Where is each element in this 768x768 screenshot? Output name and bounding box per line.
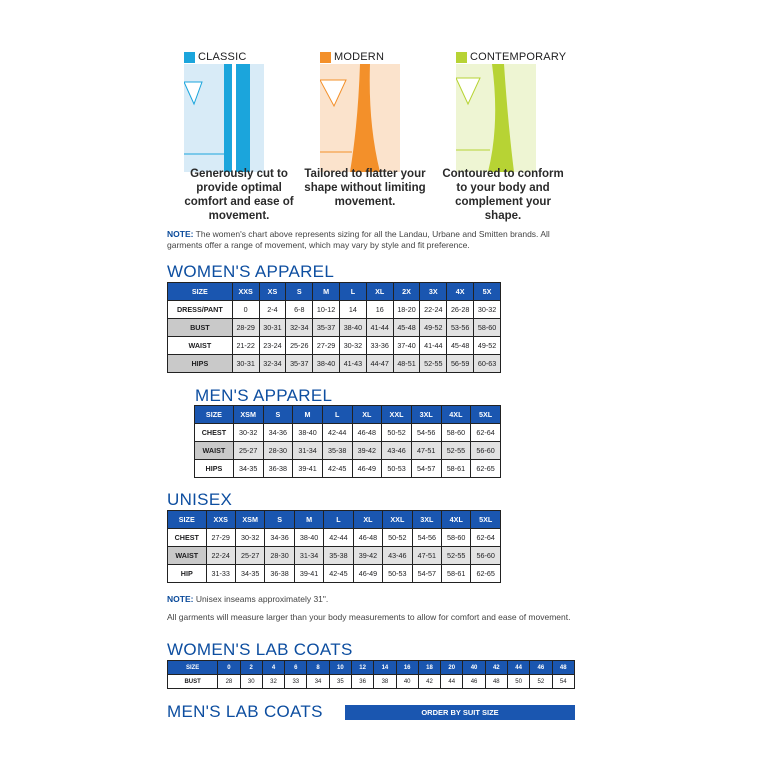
table-cell: 35-37: [286, 355, 313, 373]
table-cell: 54-57: [412, 565, 441, 583]
table-cell: 26-28: [447, 301, 474, 319]
column-header: XSM: [233, 406, 263, 424]
unisex-table: [167, 510, 501, 583]
column-header-size: SIZE: [168, 661, 218, 675]
column-header-size: SIZE: [195, 406, 234, 424]
fit-label: CLASSIC: [198, 51, 247, 63]
table-cell: 39-42: [352, 442, 382, 460]
table-cell: 35-37: [313, 319, 340, 337]
table-cell: 31-34: [293, 442, 323, 460]
table-row: [168, 565, 501, 583]
table-cell: 41-43: [339, 355, 366, 373]
table-cell: 43-46: [383, 547, 412, 565]
table-cell: 28-30: [265, 547, 294, 565]
table-cell: 34-36: [265, 529, 294, 547]
table-cell: 62-64: [471, 529, 501, 547]
table-cell: 46-48: [352, 424, 382, 442]
column-header: 44: [507, 661, 529, 675]
table-cell: 37-40: [393, 337, 420, 355]
column-header: 6: [285, 661, 307, 675]
table-cell: 38-40: [294, 529, 323, 547]
table-cell: 32-34: [286, 319, 313, 337]
row-header: HIPS: [168, 355, 233, 373]
column-header: 4XL: [442, 511, 471, 529]
modern-scrub-illustration: [320, 64, 400, 172]
column-header: 14: [374, 661, 396, 675]
column-header: XL: [366, 283, 393, 301]
table-cell: 28: [218, 675, 240, 689]
table-cell: 30-31: [232, 355, 259, 373]
table-row: [168, 529, 501, 547]
table-header-row: [195, 406, 501, 424]
note-text: Unisex inseams approximately 31".: [193, 594, 329, 604]
table-cell: 50-53: [383, 565, 412, 583]
table-row: [168, 675, 575, 689]
table-cell: 49-52: [420, 319, 447, 337]
column-header: 5X: [474, 283, 501, 301]
table-row: [168, 319, 501, 337]
table-cell: 32-34: [259, 355, 286, 373]
table-cell: 32: [262, 675, 284, 689]
fit-modern: [304, 50, 450, 208]
table-cell: 58-61: [442, 565, 471, 583]
table-row: [168, 337, 501, 355]
table-cell: 56-60: [471, 442, 501, 460]
table-cell: 62-65: [471, 565, 501, 583]
column-header: S: [265, 511, 294, 529]
table-cell: 42-44: [322, 424, 352, 442]
table-cell: 49-52: [474, 337, 501, 355]
table-cell: 48: [485, 675, 507, 689]
column-header: 4X: [447, 283, 474, 301]
table-cell: 54-57: [411, 460, 441, 478]
table-cell: 44: [441, 675, 463, 689]
table-cell: 34-36: [263, 424, 293, 442]
classic-scrub-illustration: [184, 64, 264, 172]
table-cell: 47-51: [411, 442, 441, 460]
table-cell: 41-44: [366, 319, 393, 337]
row-header: WAIST: [168, 547, 207, 565]
table-cell: 41-44: [420, 337, 447, 355]
table-cell: 45-48: [393, 319, 420, 337]
table-cell: 42-45: [324, 565, 353, 583]
column-header: L: [339, 283, 366, 301]
column-header: XSM: [235, 511, 264, 529]
womens-lab-coats-title: WOMEN'S LAB COATS: [167, 640, 353, 659]
table-cell: 35-38: [324, 547, 353, 565]
column-header: 3XL: [411, 406, 441, 424]
table-cell: 30: [240, 675, 262, 689]
column-header: L: [324, 511, 353, 529]
fit-description: Tailored to flatter your shape without limiting movement.: [304, 168, 426, 208]
table-row: [195, 460, 501, 478]
classic-swatch: [184, 52, 195, 63]
column-header: XL: [352, 406, 382, 424]
fit-label: CONTEMPORARY: [470, 51, 567, 63]
table-cell: 14: [339, 301, 366, 319]
column-header: M: [294, 511, 323, 529]
table-cell: 58-60: [442, 529, 471, 547]
table-cell: 46-49: [352, 460, 382, 478]
column-header: 2X: [393, 283, 420, 301]
column-header: 40: [463, 661, 485, 675]
table-cell: 44-47: [366, 355, 393, 373]
column-header: 46: [530, 661, 552, 675]
table-cell: 38: [374, 675, 396, 689]
fit-description: Generously cut to provide optimal comfort and ease of movement.: [184, 168, 294, 222]
column-header: XXS: [232, 283, 259, 301]
table-cell: 33-36: [366, 337, 393, 355]
column-header: S: [286, 283, 313, 301]
table-row: [168, 301, 501, 319]
table-cell: 38-40: [293, 424, 323, 442]
table-cell: 25-26: [286, 337, 313, 355]
table-cell: 35-38: [322, 442, 352, 460]
table-cell: 52-55: [442, 547, 471, 565]
table-cell: 31-34: [294, 547, 323, 565]
table-cell: 35: [329, 675, 351, 689]
column-header: 20: [441, 661, 463, 675]
table-cell: 46: [463, 675, 485, 689]
table-cell: 53-56: [447, 319, 474, 337]
table-cell: 34-35: [233, 460, 263, 478]
table-cell: 46-49: [353, 565, 382, 583]
column-header: 16: [396, 661, 418, 675]
table-cell: 52-55: [420, 355, 447, 373]
table-cell: 39-41: [293, 460, 323, 478]
table-header-row: [168, 511, 501, 529]
table-cell: 56-59: [447, 355, 474, 373]
column-header: XL: [353, 511, 382, 529]
column-header: 3X: [420, 283, 447, 301]
table-cell: 50-52: [382, 424, 412, 442]
unisex-title: UNISEX: [167, 490, 233, 509]
table-cell: 34-35: [235, 565, 264, 583]
order-by-suit-size-bar: ORDER BY SUIT SIZE: [345, 705, 575, 720]
note-text: The women's chart above represents sizing for all the Landau, Urbane and Smitten brands. All garments offer a range of movement, which may vary by style and fit preference.: [167, 229, 550, 250]
table-cell: 38-40: [339, 319, 366, 337]
column-header: 42: [485, 661, 507, 675]
table-cell: 23-24: [259, 337, 286, 355]
table-row: [168, 355, 501, 373]
table-cell: 62-64: [471, 424, 501, 442]
column-header: S: [263, 406, 293, 424]
table-cell: 22-24: [420, 301, 447, 319]
table-cell: 52-55: [441, 442, 471, 460]
table-cell: 18-20: [393, 301, 420, 319]
note-lead: NOTE:: [167, 229, 194, 239]
table-cell: 25-27: [233, 442, 263, 460]
table-cell: 30-31: [259, 319, 286, 337]
contemporary-scrub-illustration: [456, 64, 536, 172]
column-header: XXL: [383, 511, 412, 529]
table-cell: 54-56: [411, 424, 441, 442]
table-cell: 25-27: [235, 547, 264, 565]
table-cell: 47-51: [412, 547, 441, 565]
table-cell: 50: [507, 675, 529, 689]
table-cell: 27-29: [313, 337, 340, 355]
table-cell: 56-60: [471, 547, 501, 565]
table-cell: 58-61: [441, 460, 471, 478]
note-lead: NOTE:: [167, 594, 194, 604]
table-cell: 36: [351, 675, 373, 689]
table-row: [168, 547, 501, 565]
table-cell: 58-60: [474, 319, 501, 337]
row-header: CHEST: [168, 529, 207, 547]
column-header-size: SIZE: [168, 283, 233, 301]
table-cell: 50-52: [383, 529, 412, 547]
column-header: XS: [259, 283, 286, 301]
table-cell: 2-4: [259, 301, 286, 319]
column-header: 2: [240, 661, 262, 675]
row-header: CHEST: [195, 424, 234, 442]
column-header: 12: [351, 661, 373, 675]
mens-lab-coats-title: MEN'S LAB COATS: [167, 702, 323, 721]
column-header: 3XL: [412, 511, 441, 529]
column-header: 18: [418, 661, 440, 675]
table-cell: 48-51: [393, 355, 420, 373]
table-cell: 39-41: [294, 565, 323, 583]
table-cell: 58-60: [441, 424, 471, 442]
table-cell: 54: [552, 675, 574, 689]
column-header: 0: [218, 661, 240, 675]
fit-classic: [184, 50, 314, 222]
fit-label: MODERN: [334, 51, 385, 63]
table-cell: 28-29: [232, 319, 259, 337]
table-cell: 31-33: [206, 565, 235, 583]
table-cell: 36-38: [263, 460, 293, 478]
column-header: M: [293, 406, 323, 424]
table-cell: 28-30: [263, 442, 293, 460]
table-cell: 46-48: [353, 529, 382, 547]
measurement-note: All garments will measure larger than your body measurements to allow for comfort and ease of movement.: [167, 612, 571, 622]
table-cell: 39-42: [353, 547, 382, 565]
row-header: DRESS/PANT: [168, 301, 233, 319]
column-header: 5XL: [471, 406, 501, 424]
table-row: [195, 442, 501, 460]
row-header: BUST: [168, 319, 233, 337]
sizing-note: [167, 229, 587, 251]
column-header: M: [313, 283, 340, 301]
table-cell: 30-32: [233, 424, 263, 442]
column-header: 48: [552, 661, 574, 675]
table-cell: 30-32: [235, 529, 264, 547]
column-header: L: [322, 406, 352, 424]
column-header: XXL: [382, 406, 412, 424]
womens-lab-coats-table: [167, 660, 575, 689]
table-cell: 22-24: [206, 547, 235, 565]
table-cell: 50-53: [382, 460, 412, 478]
table-cell: 27-29: [206, 529, 235, 547]
table-cell: 0: [232, 301, 259, 319]
table-row: [195, 424, 501, 442]
table-cell: 16: [366, 301, 393, 319]
row-header: HIP: [168, 565, 207, 583]
table-cell: 40: [396, 675, 418, 689]
column-header: 10: [329, 661, 351, 675]
womens-apparel-title: WOMEN'S APPAREL: [167, 262, 335, 281]
womens-apparel-table: [167, 282, 501, 373]
table-cell: 21-22: [232, 337, 259, 355]
row-header: BUST: [168, 675, 218, 689]
table-cell: 36-38: [265, 565, 294, 583]
table-cell: 52: [530, 675, 552, 689]
table-cell: 54-56: [412, 529, 441, 547]
row-header: WAIST: [195, 442, 234, 460]
table-cell: 42-45: [322, 460, 352, 478]
contemporary-swatch: [456, 52, 467, 63]
fit-contemporary: [442, 50, 586, 222]
table-cell: 38-40: [313, 355, 340, 373]
fit-description: Contoured to conform to your body and complement your shape.: [442, 168, 564, 222]
row-header: HIPS: [195, 460, 234, 478]
table-header-row: [168, 283, 501, 301]
column-header: 8: [307, 661, 329, 675]
column-header: 4: [262, 661, 284, 675]
table-cell: 34: [307, 675, 329, 689]
table-cell: 33: [285, 675, 307, 689]
table-cell: 42-44: [324, 529, 353, 547]
table-cell: 42: [418, 675, 440, 689]
column-header: XXS: [206, 511, 235, 529]
table-cell: 6-8: [286, 301, 313, 319]
table-cell: 30-32: [339, 337, 366, 355]
mens-apparel-table: [194, 405, 501, 478]
mens-apparel-title: MEN'S APPAREL: [195, 386, 333, 405]
column-header-size: SIZE: [168, 511, 207, 529]
table-cell: 60-63: [474, 355, 501, 373]
row-header: WAIST: [168, 337, 233, 355]
table-cell: 43-46: [382, 442, 412, 460]
column-header: 5XL: [471, 511, 501, 529]
table-cell: 10-12: [313, 301, 340, 319]
table-header-row: [168, 661, 575, 675]
table-cell: 62-65: [471, 460, 501, 478]
column-header: 4XL: [441, 406, 471, 424]
modern-swatch: [320, 52, 331, 63]
table-cell: 45-48: [447, 337, 474, 355]
inseam-note: [167, 594, 328, 605]
table-cell: 30-32: [474, 301, 501, 319]
